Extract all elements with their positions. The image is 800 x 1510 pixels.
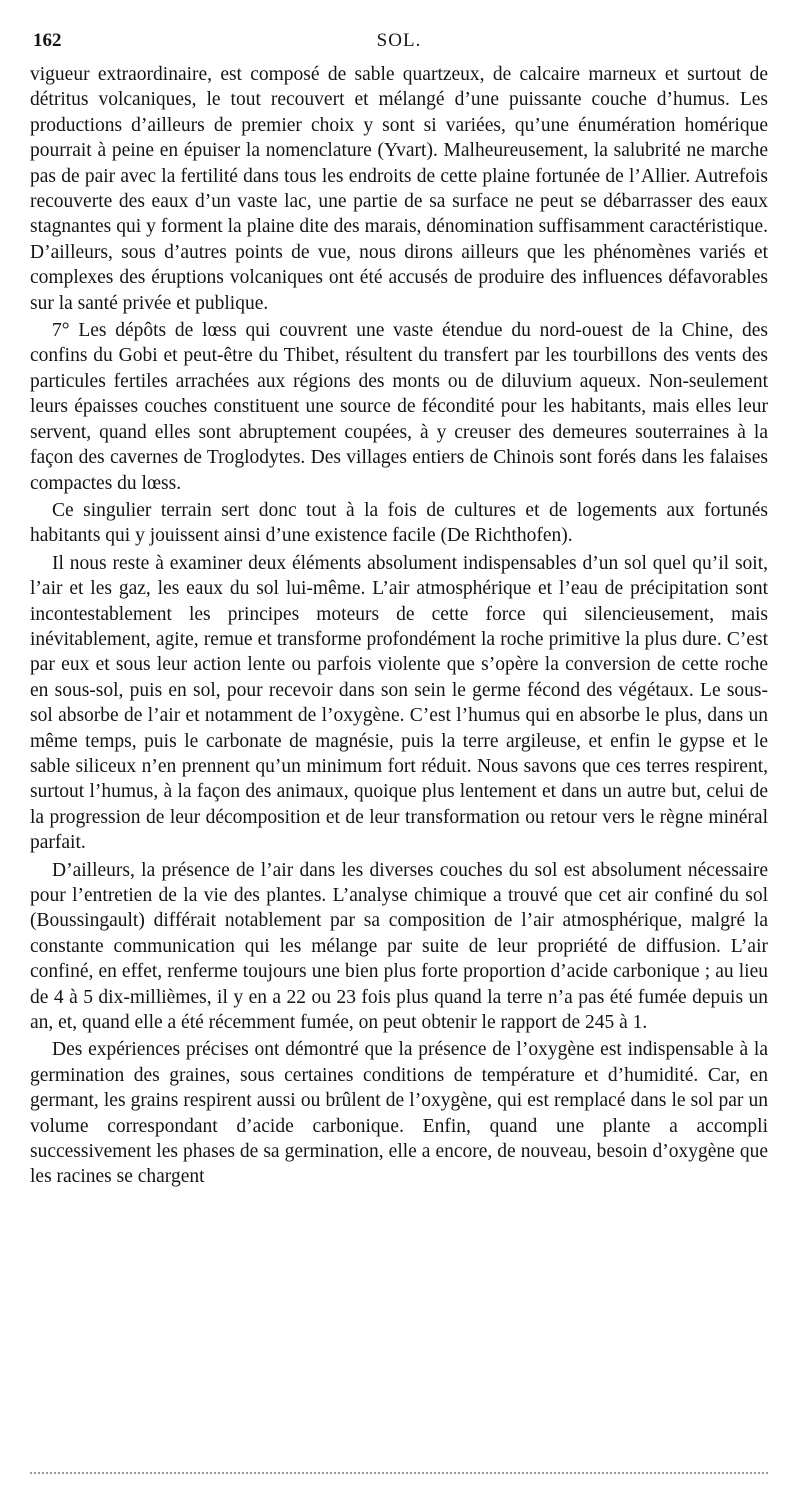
paragraph-air-confine: D’ailleurs, la présence de l’air dans les diverses couches du sol est absolument nécessaire pour l’entretien de la vie des plantes. L’analyse chimique a trouvé que cet air confiné du sol (Boussingault) différait notablement par sa composition de l’air atmosphérique, malgré la constante communication qui les mélange par suite de leur propriété de diffusion. L’air confiné, en effet, renferme toujours une bien plus forte proportion d’acide carbonique ; au lieu de 4 à 5 dix-millièmes, il y en a 22 ou 23 fois plus quand la terre n’a pas été fumée depuis un an, et, quand elle a été récemment fumée, on peut obtenir le rapport de 245 à 1. bbox=[30, 859, 768, 1034]
page-header bbox=[30, 28, 768, 62]
bottom-dotted-rule bbox=[30, 1472, 768, 1474]
book-page bbox=[30, 28, 768, 1192]
page-number: 162 bbox=[33, 30, 62, 51]
paragraph-oxygene: Des expériences précises ont démontré que la présence de l’oxygène est indispensable à la germination des graines, sous certaines conditions de température et d’humidité. Car, en germant, les grains respirent aussi ou brûlent de l’oxygène, qui est remplacé dans le sol par un volume correspondant d’acide carbonique. Enfin, quand une plante a accompli successivement les phases de sa germination, elle a encore, de nouveau, besoin d’oxygène que les racines se chargent bbox=[30, 1039, 768, 1188]
paragraph-air-gaz: Il nous reste à examiner deux éléments absolument indispensables d’un sol quel qu’il soit, l’air et les gaz, les eaux du sol lui-même. L’air atmosphérique et l’eau de précipitation sont incontestablement les principes moteurs de cette force qui silencieusement, mais inévitablement, agite, remue et transforme profondément la roche primitive la plus dure. C’est par eux et sous leur action lente ou parfois violente que s’opère la conversion de cette roche en sous-sol, puis en sol, pour recevoir dans son sein le germe fécond des végétaux. Le sous-sol absorbe de l’air et notamment de l’oxygène. C’est l’humus qui en absorbe le plus, dans un même temps, puis le carbonate de magnésie, puis la terre argileuse, et enfin le gypse et le sable siliceux n’en prennent qu’un minimum fort réduit. Nous savons que ces terres respirent, surtout l’humus, à la façon des animaux, quoique plus lentement et dans un autre but, celui de la progression de leur décomposition et de leur transformation ou retour vers le règne minéral parfait. bbox=[30, 552, 768, 854]
paragraph-loess: 7° Les dépôts de lœss qui couvrent une vaste étendue du nord-ouest de la Chine, des confins du Gobi et peut-être du Thibet, résultent du transfert par les tourbillons des vents des particules fertiles arrachées aux régions des monts ou de diluvium aqueux. Non-seulement leurs épaisses couches constituent une source de fécondité pour les habitants, mais elles leur servent, quand elles sont abruptement coupées, à y creuser des demeures souterraines à la façon des cavernes de Troglodytes. Des villages entiers de Chinois sont forés dans les falaises compactes du lœss. bbox=[30, 320, 768, 494]
running-head: SOL. bbox=[376, 30, 422, 51]
body-text bbox=[30, 62, 768, 1190]
paragraph-terrain: Ce singulier terrain sert donc tout à la fois de cultures et de logements aux fortunés habitants qui y jouissent ainsi d’une existence facile (De Richthofen). bbox=[30, 499, 768, 547]
paragraph-continuation: vigueur extraordinaire, est composé de sable quartzeux, de calcaire marneux et surtout de détritus volcaniques, le tout recouvert et mélangé d’une puissante couche d’humus. Les productions d’ailleurs de premier choix y sont si variées, qu’une énumération homérique pourrait à peine en épuiser la nomenclature (Yvart). Malheureusement, la salubrité ne marche pas de pair avec la fertilité dans tous les endroits de cette plaine fortunée de l’Allier. Autrefois recouverte des eaux d’un vaste lac, une partie de sa surface ne peut se débarrasser des eaux stagnantes qui y forment la plaine dite des marais, dénomination suffisamment caractéristique. D’ailleurs, sous d’autres points de vue, nous dirons ailleurs que les phénomènes variés et complexes des éruptions volcaniques ont été accusés de produire des influences défavorables sur la santé privée et publique. bbox=[30, 64, 768, 314]
